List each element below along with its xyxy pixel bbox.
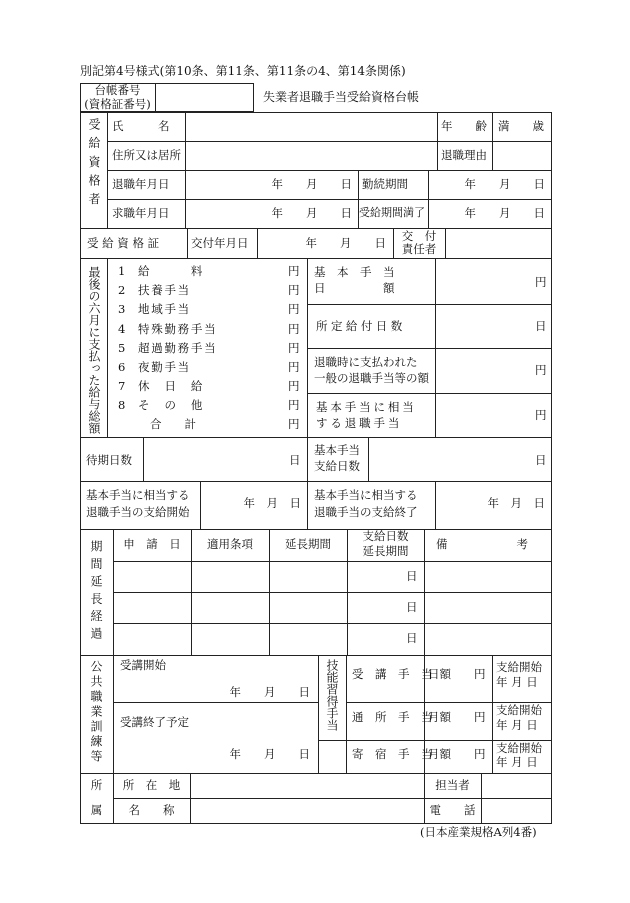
name-label: 氏 名: [112, 119, 170, 133]
training-allowance-amount[interactable]: 月額 円: [428, 710, 486, 724]
period-end-field[interactable]: 年 月 日: [464, 206, 545, 220]
general-retire-yen[interactable]: 円: [535, 363, 547, 377]
extension-section-label: 期間延長経過: [89, 540, 103, 645]
salary-item-label: 扶養手当: [138, 283, 191, 298]
issue-date-label: 交付年月日: [191, 236, 249, 250]
salary-item-yen[interactable]: 円: [288, 302, 300, 317]
waiting-days-label: 待期日数: [86, 453, 132, 467]
retire-date-label: 退職年月日: [112, 177, 170, 191]
training-pay-start-label: 支給開始: [496, 703, 542, 717]
extension-row-1-days[interactable]: 日: [406, 569, 418, 583]
salary-item-label: 給 料: [138, 264, 205, 278]
job-seek-date-label: 求職年月日: [112, 206, 170, 220]
affiliation-label-1: 所: [90, 778, 103, 792]
salary-item-number: 2: [118, 283, 126, 298]
salary-item-label: 超過勤務手当: [138, 340, 218, 355]
extension-col-apply-date: 申 請 日: [123, 537, 181, 551]
age-label: 年 齢: [441, 119, 487, 133]
period-end-label: 受給期間満了: [359, 206, 425, 219]
address-field[interactable]: [186, 142, 436, 169]
equiv-label-2: する退職手当: [316, 416, 403, 430]
salary-item-yen[interactable]: 円: [288, 398, 300, 413]
service-period-label: 勤続期間: [362, 177, 408, 191]
training-allowance-label: 通 所 手 当: [352, 710, 433, 724]
page-title: 失業者退職手当受給資格台帳: [263, 90, 420, 104]
form-label: 別記第4号様式(第10条、第11条、第11条の4、第14条関係): [80, 64, 406, 78]
equiv-label-1: 基本手当に相当: [316, 400, 417, 414]
extension-row-3-days[interactable]: 日: [406, 631, 418, 645]
salary-item-number: 5: [118, 340, 126, 355]
extension-col-period: 延長期間: [285, 537, 331, 551]
general-retire-label-2: 一般の退職手当等の額: [314, 371, 429, 385]
salary-item-yen[interactable]: 円: [288, 283, 300, 298]
ledger-number-label-1: 台帳番号: [94, 83, 141, 97]
training-pay-start-label: 支給開始: [496, 660, 542, 674]
basic-daily-label-2: 日 額: [314, 281, 395, 295]
service-period-field[interactable]: 年 月 日: [464, 177, 545, 191]
training-pay-start-date[interactable]: 年 月 日: [496, 718, 538, 732]
basic-pay-days-label-1: 基本手当: [314, 443, 360, 457]
salary-item-number: 8: [118, 398, 126, 413]
salary-item-yen[interactable]: 円: [288, 321, 300, 336]
waiting-days-unit[interactable]: 日: [289, 453, 301, 467]
general-retire-label-1: 退職時に支払われた: [314, 355, 418, 369]
salary-item-yen[interactable]: 円: [288, 379, 300, 394]
training-start-label: 受講開始: [120, 658, 166, 672]
basic-daily-yen[interactable]: 円: [535, 275, 547, 289]
salary-total-yen[interactable]: 円: [288, 417, 300, 431]
issue-date-field[interactable]: 年 月 日: [305, 236, 386, 250]
name-field[interactable]: [186, 113, 436, 140]
salary-section-label: 最後の六月に支払った給与総額: [87, 266, 101, 434]
issuer-field[interactable]: [446, 229, 551, 257]
extension-col-clause: 適用条項: [207, 537, 253, 551]
payment-end-label-2: 退職手当の支給終了: [314, 505, 418, 519]
salary-item-number: 3: [118, 302, 126, 317]
age-value[interactable]: 満 歳: [498, 119, 544, 133]
training-pay-start-date[interactable]: 年 月 日: [496, 755, 538, 769]
salary-item-label: そ の 他: [138, 398, 205, 413]
location-field[interactable]: [191, 774, 423, 797]
salary-item-number: 4: [118, 321, 126, 336]
footer-standard: (日本産業規格A列4番): [420, 825, 537, 839]
person-in-charge-field[interactable]: [482, 774, 551, 797]
extension-col-days-1: 支給日数: [362, 529, 409, 543]
training-allowance-label: 寄 宿 手 当: [352, 747, 433, 761]
salary-item-label: 休 日 給: [138, 379, 205, 394]
basic-daily-label-1: 基 本 手 当: [314, 265, 395, 279]
training-allowance-amount[interactable]: 月額 円: [428, 747, 486, 761]
org-name-label: 名 称: [128, 803, 175, 817]
issuer-label-1: 交 付: [401, 229, 437, 243]
salary-item-yen[interactable]: 円: [288, 360, 300, 374]
retire-date-field[interactable]: 年 月 日: [271, 177, 352, 191]
salary-item-number: 1: [118, 264, 126, 278]
qualified-person-section-label: 受給資格者: [87, 118, 101, 211]
payment-end-label-1: 基本手当に相当する: [314, 488, 418, 502]
phone-field[interactable]: [482, 799, 551, 823]
salary-total-label: 合 計: [150, 417, 196, 431]
retire-reason-field[interactable]: [493, 142, 551, 169]
basic-pay-days-label-2: 支給日数: [314, 459, 360, 473]
training-start-date[interactable]: 年 月 日: [229, 685, 310, 699]
payment-start-label-1: 基本手当に相当する: [86, 488, 190, 502]
salary-item-label: 夜勤手当: [138, 360, 191, 374]
affiliation-label-2: 属: [90, 803, 103, 817]
address-label: 住所又は居所: [112, 148, 181, 162]
prescribed-days-label: 所定給付日数: [316, 319, 406, 333]
basic-pay-days-unit[interactable]: 日: [535, 453, 547, 467]
training-pay-start-date[interactable]: 年 月 日: [496, 675, 538, 689]
phone-label: 電 話: [429, 803, 476, 817]
training-end-label: 受講終了予定: [120, 715, 189, 729]
prescribed-days-unit[interactable]: 日: [535, 319, 547, 333]
org-name-field[interactable]: [191, 799, 423, 823]
salary-item-label: 地域手当: [138, 302, 191, 317]
salary-item-yen[interactable]: 円: [288, 340, 300, 355]
equiv-yen[interactable]: 円: [535, 408, 547, 422]
training-section-label: 公共職業訓練等: [89, 660, 103, 765]
certificate-label: 受 給 資 格 証: [87, 236, 160, 250]
extension-col-remarks: 備 考: [436, 537, 528, 551]
location-label: 所 在 地: [122, 778, 181, 792]
training-end-date[interactable]: 年 月 日: [229, 747, 310, 761]
extension-row-2-days[interactable]: 日: [406, 600, 418, 614]
retire-reason-label: 退職理由: [441, 148, 487, 162]
training-allowance-amount[interactable]: 日額 円: [428, 667, 486, 681]
payment-end-date[interactable]: 年 月 日: [487, 496, 545, 510]
training-pay-start-label: 支給開始: [496, 741, 542, 755]
payment-start-label-2: 退職手当の支給開始: [86, 505, 190, 519]
salary-item-yen[interactable]: 円: [288, 264, 300, 278]
ledger-number-label-2: (資格証番号): [84, 97, 151, 111]
salary-item-label: 特殊勤務手当: [138, 321, 218, 336]
job-seek-date-field[interactable]: 年 月 日: [271, 206, 352, 220]
skill-allowance-label: 技能習得手当: [325, 659, 339, 731]
extension-col-days-2: 延長期間: [362, 544, 409, 558]
salary-item-number: 6: [118, 360, 126, 374]
payment-start-date[interactable]: 年 月 日: [243, 496, 301, 510]
issuer-label-2: 責任者: [401, 242, 437, 256]
training-allowance-label: 受 講 手 当: [352, 667, 433, 681]
person-in-charge-label: 担当者: [435, 778, 470, 792]
salary-item-number: 7: [118, 379, 126, 394]
